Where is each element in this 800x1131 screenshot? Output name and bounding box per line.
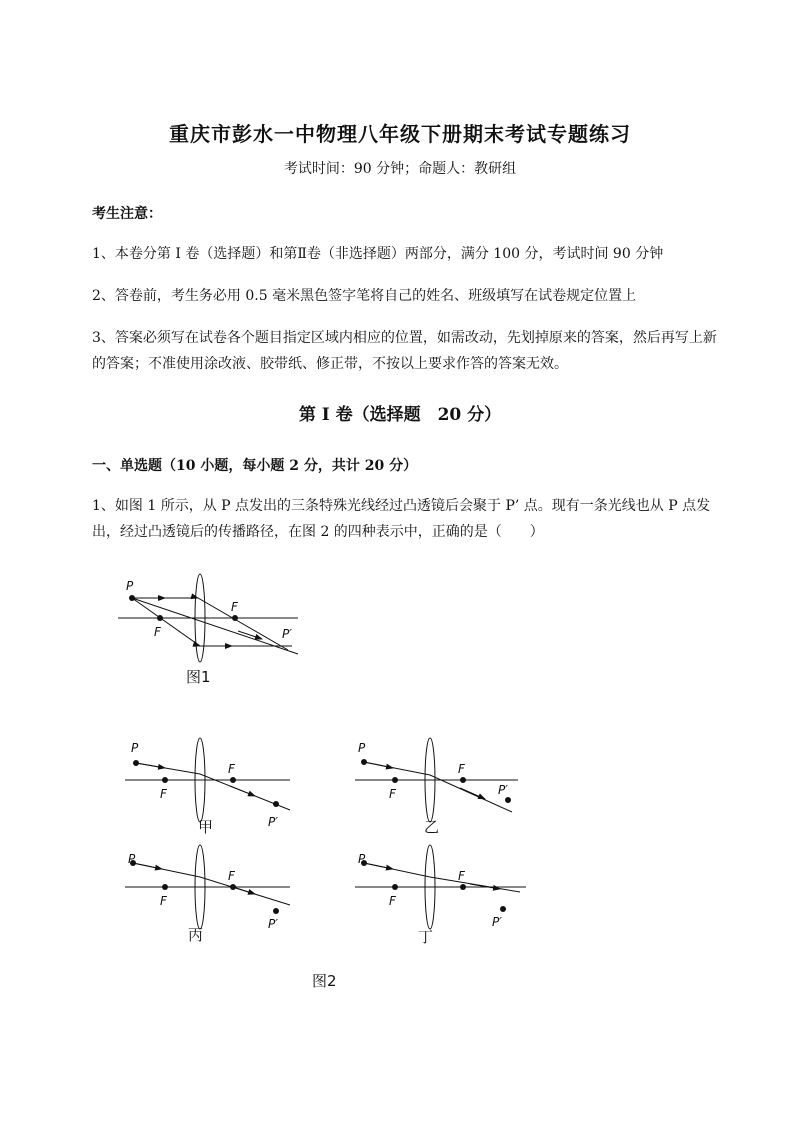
option-bing-label: 丙 [188, 926, 204, 944]
jia-label-p-prime: P′ [268, 815, 278, 829]
bing-label-f-right: F [228, 869, 235, 883]
question-1-text: 1、如图 1 所示，从 P 点发出的三条特殊光线经过凸透镜后会聚于 P’ 点。现有一条光线也从 P 点发出，经过凸透镜后的传播路径，在图 2 的四种表示中，正确的是（ ） [92, 498, 711, 540]
ding-label-p: P [358, 852, 366, 866]
option-jia-label: 甲 [198, 818, 214, 836]
page-title: 重庆市彭水一中物理八年级下册期末考试专题练习 [169, 122, 631, 146]
exam-info: 考试时间：90 分钟；命题人：教研组 [283, 161, 517, 177]
yi-label-f-right: F [458, 762, 465, 776]
yi-label-p: P [358, 741, 366, 755]
option-bing-diagram [125, 845, 290, 929]
jia-label-f-right: F [228, 762, 235, 776]
option-jia-diagram [125, 738, 290, 822]
fig1-point-p [129, 595, 135, 601]
optics-figures [0, 560, 800, 1000]
yi-label-p-prime: P′ [498, 783, 508, 797]
option-yi-diagram [355, 738, 518, 822]
jia-label-f-left: F [160, 787, 167, 801]
part-heading: 一、单选题（10 小题，每小题 2 分，共计 20 分） [92, 458, 418, 474]
bing-label-p: P [128, 852, 136, 866]
fig1-label-f-right: F [231, 600, 238, 614]
ding-label-f-left: F [389, 894, 396, 908]
fig1-label-p: P [126, 579, 134, 593]
yi-label-f-left: F [389, 787, 396, 801]
fig2-caption: 图2 [312, 972, 337, 990]
notice-heading: 考生注意： [92, 206, 162, 222]
option-yi-label: 乙 [424, 818, 440, 836]
fig1-focus-left [157, 615, 163, 621]
jia-label-p: P [131, 741, 139, 755]
notice-item-2: 2、答卷前，考生务必用 0.5 毫米黑色签字笔将自己的姓名、班级填写在试卷规定位置上 [92, 288, 637, 304]
fig1-caption: 图1 [186, 668, 211, 686]
figure-1 [118, 574, 298, 662]
option-ding-label: 丁 [418, 928, 434, 946]
fig1-focus-right [232, 615, 238, 621]
bing-label-f-left: F [160, 894, 167, 908]
ding-label-p-prime: P′ [492, 915, 502, 929]
section-title: 第 I 卷（选择题 20 分） [298, 405, 502, 425]
fig1-label-f-left: F [154, 625, 161, 639]
bing-label-p-prime: P′ [268, 917, 278, 931]
notice-item-1: 1、本卷分第 I 卷（选择题）和第Ⅱ卷（非选择题）两部分，满分 100 分，考试时间 90 分钟 [92, 246, 664, 262]
ding-label-f-right: F [458, 869, 465, 883]
notice-item-3: 3、答案必须写在试卷各个题目指定区域内相应的位置，如需改动，先划掉原来的答案，然后再写上新的答案；不准使用涂改液、胶带纸、修正带，不按以上要求作答的答案无效。 [92, 330, 717, 372]
fig1-label-p-prime: P′ [282, 627, 292, 641]
